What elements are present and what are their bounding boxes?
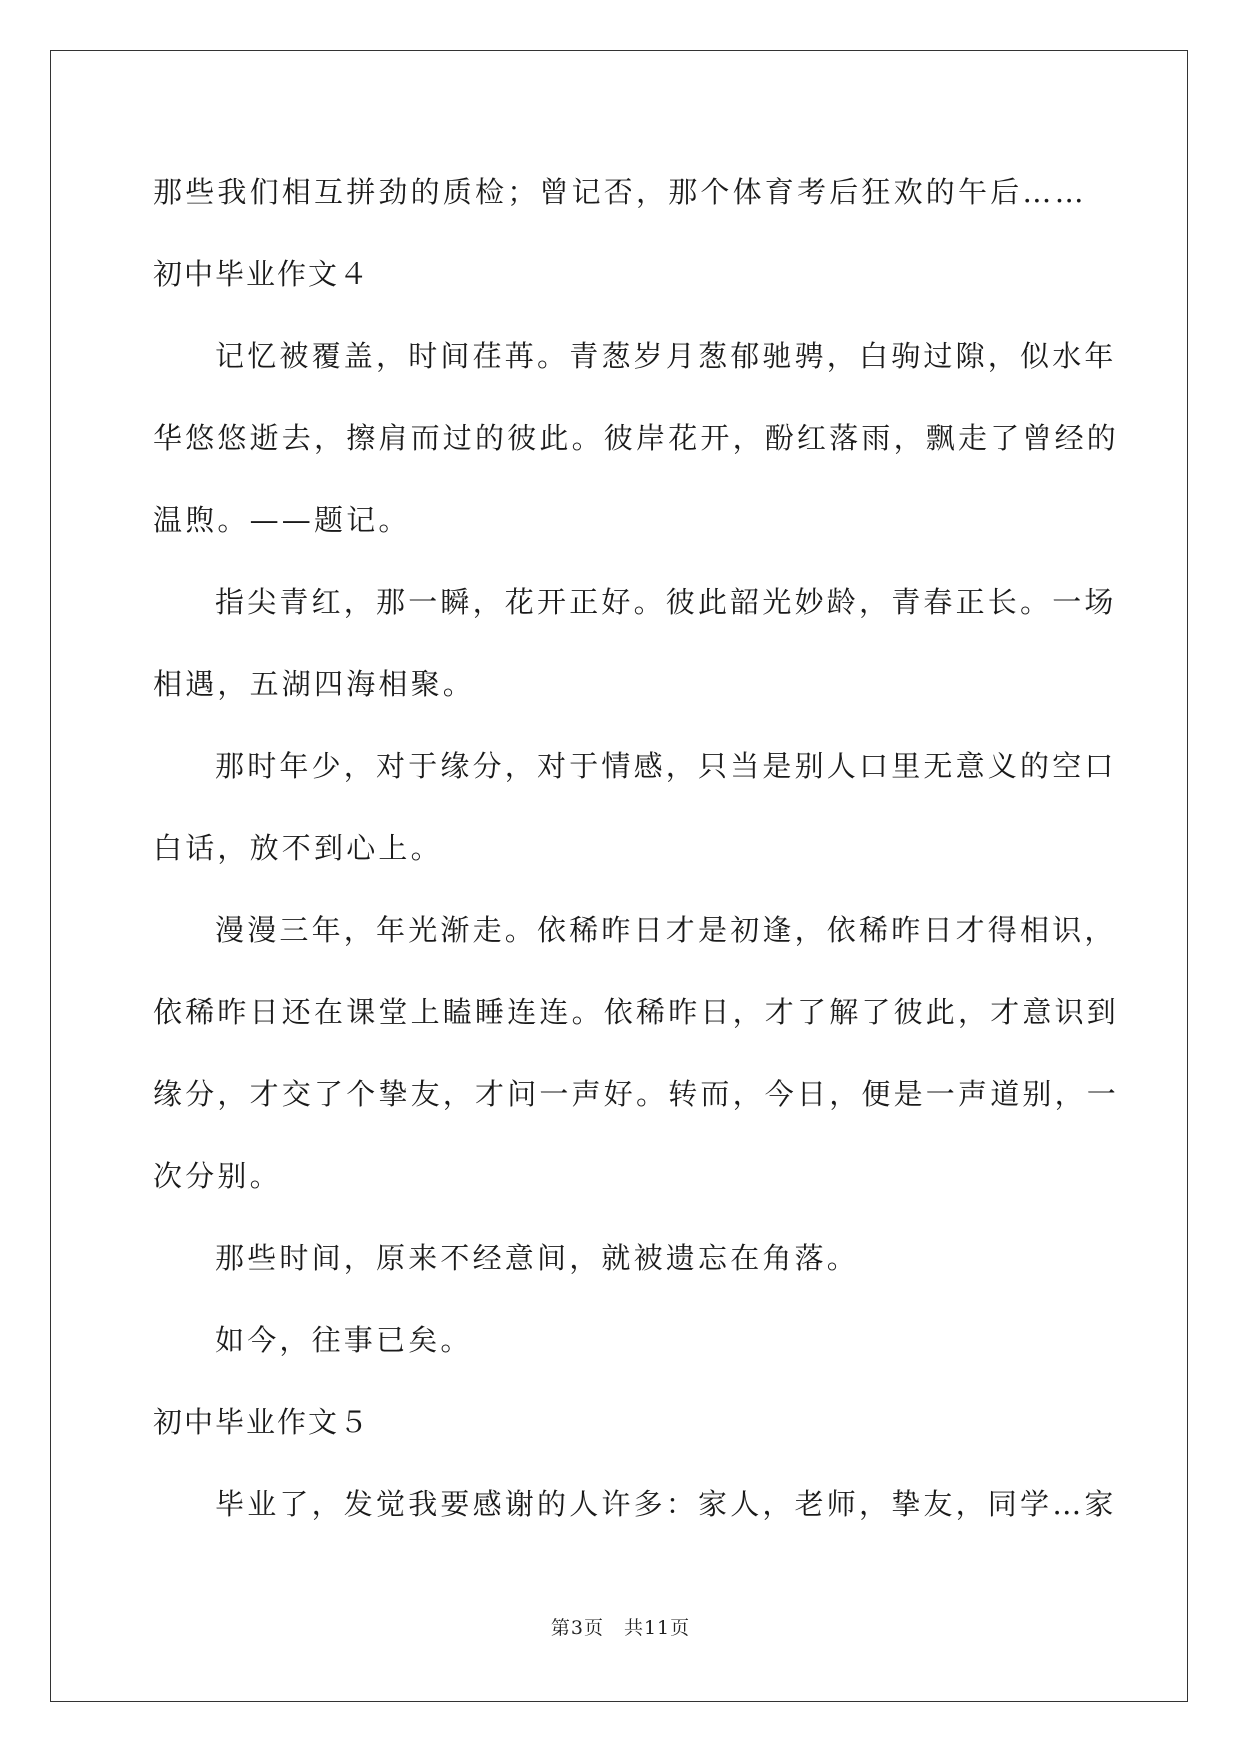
page-footer: [0, 1613, 1241, 1640]
text-line: 那时年少，对于缘分，对于情感，只当是别人口里无意义的空口: [215, 749, 1117, 783]
text-line: 白话，放不到心上。: [153, 831, 443, 865]
text-line: 相遇，五湖四海相聚。: [153, 667, 476, 701]
text-line: 漫漫三年，年光渐走。依稀昨日才是初逢，依稀昨日才得相识，: [215, 913, 1117, 947]
text-line: 次分别。: [153, 1159, 282, 1193]
text-line: 华悠悠逝去，擦肩而过的彼此。彼岸花开，酚红落雨，飘走了曾经的: [153, 421, 1120, 455]
text-line: 那些我们相互拼劲的质检；曾记否，那个体育考后狂欢的午后……: [153, 175, 1087, 209]
text-line: 缘分，才交了个挚友，才问一声好。转而，今日，便是一声道别，一: [153, 1077, 1120, 1111]
current-page-number: 第3页: [550, 1617, 604, 1639]
text-line: 如今，往事已矣。: [215, 1323, 473, 1357]
section-heading: 初中毕业作文５: [153, 1405, 371, 1439]
text-line: 那些时间，原来不经意间，就被遗忘在角落。: [215, 1241, 860, 1275]
text-line: 依稀昨日还在课堂上瞌睡连连。依稀昨日，才了解了彼此，才意识到: [153, 995, 1120, 1029]
total-pages: 共11页: [623, 1617, 691, 1639]
text-line: 温煦。——题记。: [153, 503, 411, 537]
text-line: 记忆被覆盖，时间荏苒。青葱岁月葱郁驰骋，白驹过隙，似水年: [215, 339, 1117, 373]
section-heading: 初中毕业作文４: [153, 257, 371, 291]
text-line: 毕业了，发觉我要感谢的人许多：家人，老师，挚友，同学…家: [215, 1487, 1117, 1521]
text-line: 指尖青红，那一瞬，花开正好。彼此韶光妙龄，青春正长。一场: [215, 585, 1117, 619]
document-body: [153, 162, 1120, 1556]
